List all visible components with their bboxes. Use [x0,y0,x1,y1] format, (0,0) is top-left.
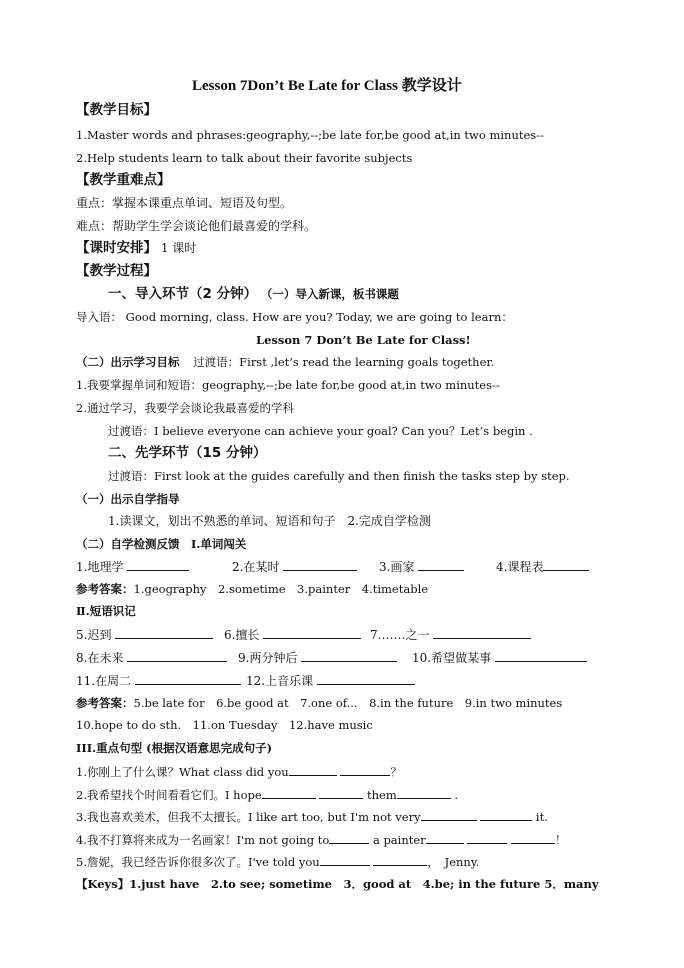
step1-subtitle: （一）导入新课，板书课题 [260,287,399,301]
transition-3 [108,468,570,484]
goal-line [76,354,494,370]
words-answer [76,581,428,597]
intro-label: 导入语： [76,310,122,324]
step1-line [108,286,399,302]
word-item-4: 4.课程表 [496,558,589,575]
words-answer-text: 1.geography 2.sometime 3.painter 4.timetable [133,582,429,596]
trans2-text: I believe everyone can achieve your goal? Can you？Let’s begin . [154,424,533,438]
phrase-item-6: 6.擅长 [224,626,361,643]
phrase-answer-1 [76,695,562,711]
words-answer-label: 参考答案： [76,582,134,596]
schedule-heading: 【课时安排】 [76,240,157,256]
key-point: 重点：掌握本课重点单词、短语及句型。 [76,196,293,210]
phrase-item-10: 10.希望做某事 [412,649,587,666]
transition-2 [108,423,533,439]
goal-trans-label: 过渡语： [193,355,240,369]
step1-title: 一、导入环节（2 分钟） [108,286,258,302]
sentence-5: 5.詹妮，我已经告诉你很多次了。I've told you ， Jenny. [76,855,480,869]
phrase-item-12: 12.上音乐课 [246,672,415,689]
keys-line: 【Keys】1.just have 2.to see; sometime 3．good at 4.be; in the future 5．many [76,877,599,891]
schedule-line [76,240,196,256]
trans3-label: 过渡语： [108,469,154,483]
guide-heading: （一）出示自学指导 [76,492,180,506]
phrase-answer-2: 10.hope to do sth. 11.on Tuesday 12.have music [76,718,373,732]
word-item-3: 3.画家 [379,558,464,575]
guide-text: 1.读课文，划出不熟悉的单词、短语和句子 2.完成自学检测 [108,514,431,528]
objective-2: 2.Help students learn to talk about their favorite subjects [76,151,413,165]
sentence-1: 1.你刚上了什么课？What class did you ？ [76,765,402,779]
goal-label: （二）出示学习目标 [76,355,180,369]
goal-1: 1.我要掌握单词和短语：geography,--;be late for,be good at,in two minutes-- [76,378,500,392]
step2-title: 二、先学环节（15 分钟） [108,445,267,461]
phrase-item-5: 5.迟到 [76,626,213,643]
objectives-heading: 【教学目标】 [76,102,157,118]
phrase-item-7: 7.……之一 [370,626,531,643]
phrase-item-9: 9.两分钟后 [238,649,397,666]
sentence-4: 4.我不打算将来成为一名画家！I'm not going to a painter ！ [76,833,567,847]
phrase-item-11: 11.在周二 [76,672,241,689]
intro-line [76,309,513,325]
phrase-item-8: 8.在未来 [76,649,227,666]
goal-2: 2.通过学习，我要学会谈论我最喜爱的学科 [76,401,294,415]
trans3-text: First look at the guides carefully and then finish the tasks step by step. [154,469,570,483]
sentence-3: 3.我也喜欢美术，但我不太擅长。I like art too, but I'm not very it. [76,810,548,824]
phrase-answer-text-1: 5.be late for 6.be good at 7.one of... 8.in the future 9.in two minutes [133,696,563,710]
word-item-2: 2.在某时 [232,558,357,575]
sentence-heading: III.重点句型 (根据汉语意思完成句子) [76,741,273,755]
page-title: Lesson 7Don’t Be Late for Class 教学设计 [192,78,462,94]
process-heading: 【教学过程】 [76,263,157,279]
intro-text: Good morning, class. How are you? Today, we are going to learn： [125,310,513,324]
phrase-heading: Ⅱ.短语识记 [76,604,136,618]
schedule-value: 1 课时 [160,241,197,255]
goal-trans: First ,let’s read the learning goals together. [239,355,495,369]
phrase-answer-label: 参考答案： [76,696,134,710]
key-points-heading: 【教学重难点】 [76,172,171,188]
difficult-point: 难点：帮助学生学会谈论他们最喜爱的学科。 [76,219,317,233]
word-item-1: 1.地理学 [76,558,189,575]
sentence-2: 2.我希望找个时间看看它们。I hope them . [76,788,459,802]
trans2-label: 过渡语： [108,424,154,438]
objective-1: 1.Master words and phrases:geography,--;be late for,be good at,in two minutes-- [76,128,544,142]
check-heading: （二）自学检测反馈 Ⅰ.单词闯关 [76,537,247,551]
lesson-title: Lesson 7 Don’t Be Late for Class! [256,333,471,347]
